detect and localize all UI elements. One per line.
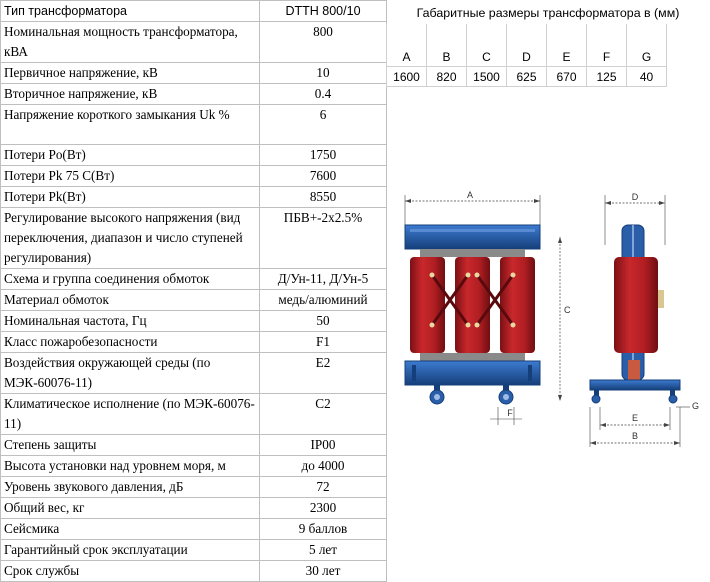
spec-label: Уровень звукового давления, дБ: [1, 477, 260, 498]
spec-row: [1, 269, 387, 290]
spec-row: [1, 105, 387, 145]
spec-value: E2: [260, 353, 387, 394]
spec-value: до 4000: [260, 456, 387, 477]
spec-row: [1, 208, 387, 269]
dim-value-b: 820: [427, 67, 467, 87]
spec-value: 800: [260, 22, 387, 63]
dim-header-a: A: [387, 24, 427, 67]
spec-label: Гарантийный срок эксплуатации: [1, 540, 260, 561]
dim-header-e: E: [547, 24, 587, 67]
spec-label: Регулирование высокого напряжения (вид переключения, диапазон и число ступеней регулирования): [1, 208, 260, 269]
dim-header-d: D: [507, 24, 547, 67]
spec-label: Класс пожаробезопасности: [1, 332, 260, 353]
spec-value: 2300: [260, 498, 387, 519]
dim-c-label: C: [564, 305, 571, 315]
dim-header-g: G: [627, 24, 667, 67]
spec-value: 72: [260, 477, 387, 498]
spec-label: Материал обмоток: [1, 290, 260, 311]
spec-label: Воздействия окружающей среды (по МЭК-60076-11): [1, 353, 260, 394]
spec-value: DTTH 800/10: [260, 1, 387, 22]
spec-row: [1, 145, 387, 166]
spec-value: 5 лет: [260, 540, 387, 561]
dim-b-label: B: [631, 431, 639, 441]
spec-label: Потери Pk 75 C(Вт): [1, 166, 260, 187]
spec-value: C2: [260, 394, 387, 435]
coil-right: [500, 257, 535, 353]
spec-row: [1, 456, 387, 477]
spec-row: [1, 498, 387, 519]
spec-label: Номинальная мощность трансформатора, кВА: [1, 22, 260, 63]
spec-value: ПБВ+-2x2.5%: [260, 208, 387, 269]
dim-value-e: 670: [547, 67, 587, 87]
spec-row: [1, 1, 387, 22]
spec-row: [1, 519, 387, 540]
spec-row: [1, 166, 387, 187]
spec-label: Сейсмика: [1, 519, 260, 540]
spec-row: [1, 353, 387, 394]
spec-row: [1, 540, 387, 561]
spec-label: Схема и группа соединения обмоток: [1, 269, 260, 290]
spec-row: [1, 332, 387, 353]
spec-value: 10: [260, 63, 387, 84]
dim-header-c: C: [467, 24, 507, 67]
spec-row: [1, 187, 387, 208]
spec-label: Высота установки над уровнем моря, м: [1, 456, 260, 477]
dim-header-b: B: [427, 24, 467, 67]
spec-value: 9 баллов: [260, 519, 387, 540]
spec-label: Степень защиты: [1, 435, 260, 456]
spec-value: 8550: [260, 187, 387, 208]
spec-row: [1, 63, 387, 84]
dim-f-label: F: [507, 408, 513, 418]
dim-c: [558, 237, 571, 401]
spec-row: [1, 290, 387, 311]
spec-row: [1, 477, 387, 498]
spec-value: 50: [260, 311, 387, 332]
dim-value-f: 125: [587, 67, 627, 87]
dimensions-title: Габаритные размеры трансформатора в (мм): [416, 6, 680, 20]
coil-left: [410, 257, 445, 353]
spec-row: [1, 561, 387, 582]
dim-d-label: D: [631, 192, 639, 202]
spec-label: Номинальная частота, Гц: [1, 311, 260, 332]
spec-value: Д/Ун-11, Д/Ун-5: [260, 269, 387, 290]
dim-g-label: G: [692, 401, 700, 411]
spec-label: Климатическое исполнение (по МЭК-60076-11): [1, 394, 260, 435]
spec-value: IP00: [260, 435, 387, 456]
spec-value: 6: [260, 105, 387, 145]
spec-value: 0.4: [260, 84, 387, 105]
dim-value-d: 625: [507, 67, 547, 87]
spec-label: Вторичное напряжение, кВ: [1, 84, 260, 105]
spec-row: [1, 394, 387, 435]
spec-row: [1, 22, 387, 63]
dimensions-table: [386, 24, 667, 87]
spec-label: Потери Po(Вт): [1, 145, 260, 166]
spec-label: Потери Pk(Вт): [1, 187, 260, 208]
dim-value-c: 1500: [467, 67, 507, 87]
spec-value: F1: [260, 332, 387, 353]
transformer-drawing: [390, 185, 705, 455]
dim-e-label: E: [631, 413, 639, 423]
front-view: [405, 190, 540, 425]
spec-value: 30 лет: [260, 561, 387, 582]
spec-label: Тип трансформатора: [1, 1, 260, 22]
spec-label: Общий вес, кг: [1, 498, 260, 519]
dim-header-f: F: [587, 24, 627, 67]
spec-value: медь/алюминий: [260, 290, 387, 311]
spec-row: [1, 84, 387, 105]
spec-label: Срок службы: [1, 561, 260, 582]
spec-row: [1, 435, 387, 456]
side-view: [590, 192, 699, 447]
spec-value: 7600: [260, 166, 387, 187]
spec-value: 1750: [260, 145, 387, 166]
dim-value-g: 40: [627, 67, 667, 87]
spec-label: Напряжение короткого замыкания Uk %: [1, 105, 260, 145]
dim-a-label: A: [466, 190, 474, 200]
coil-middle: [455, 257, 490, 353]
dim-value-a: 1600: [387, 67, 427, 87]
spec-row: [1, 311, 387, 332]
spec-label: Первичное напряжение, кВ: [1, 63, 260, 84]
